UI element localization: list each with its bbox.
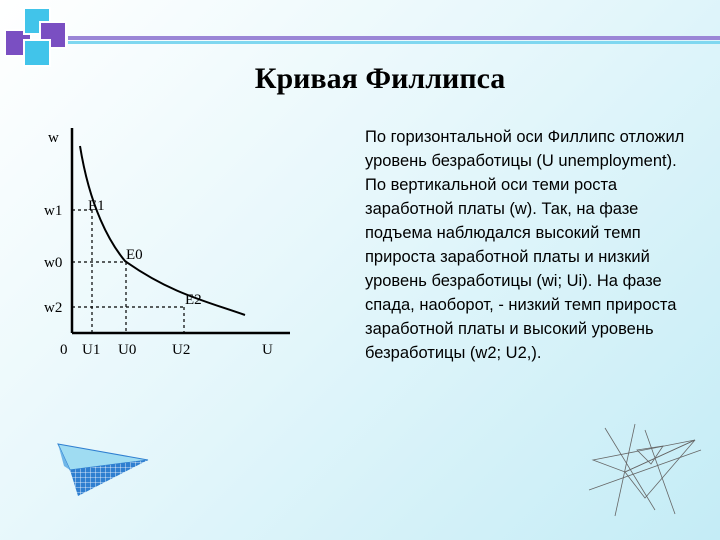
- x-axis-label: U: [262, 342, 273, 358]
- origin-label: 0: [60, 342, 68, 358]
- phillips-curve-diagram: [30, 118, 340, 368]
- y-axis-label: w: [48, 130, 59, 146]
- x-tick-u0: U0: [118, 342, 137, 358]
- paper-plane-sketch-icon: [585, 420, 705, 520]
- body-text: По горизонтальной оси Филлипс отложил уровень безработицы (U unemployment). По вертикальной оси теми роста заработной платы (w). Так, на фазе подъема наблюдался высокий темп прироста заработной платы и низкий уровень безработицы (wi; Ui). На фазе спада, наоборот, - низкий темп прироста заработной платы и высокий уровень безработицы (w2; U2,).: [365, 128, 685, 362]
- y-tick-w2: w2: [44, 300, 63, 316]
- y-tick-w1: w1: [44, 203, 63, 219]
- paper-plane-icon: [40, 432, 160, 502]
- slide-title: Кривая Филлипса: [254, 62, 506, 95]
- point-e0: E0: [126, 247, 143, 263]
- point-e1: E1: [88, 198, 105, 214]
- y-tick-w0: w0: [44, 255, 63, 271]
- header-divider: [68, 34, 720, 46]
- point-e2: E2: [185, 292, 202, 308]
- x-tick-u1: U1: [82, 342, 101, 358]
- x-tick-u2: U2: [172, 342, 191, 358]
- phillips-curve: [80, 146, 245, 315]
